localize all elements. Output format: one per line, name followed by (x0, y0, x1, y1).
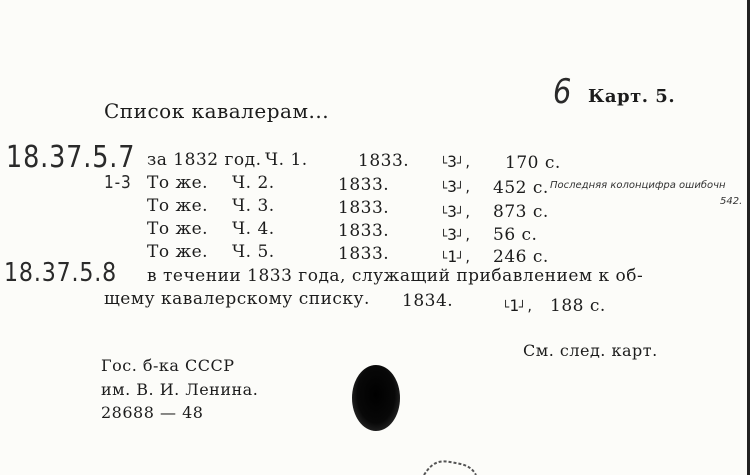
entry2-line2-text: щему кавалерскому списку. (104, 289, 370, 309)
entry2-volume: └1┘, (502, 296, 534, 315)
entry-prefix: за 1832 год. (147, 150, 262, 170)
entry-year: 1833. (338, 244, 390, 264)
entry-pages: 246 с. (493, 247, 549, 267)
shelfmark-first-sub: 1-3 (104, 172, 132, 193)
entry-year: 1833. (338, 221, 390, 241)
entry-pages: 56 с. (493, 225, 538, 245)
library-line1: Гос. б-ка СССР (101, 356, 235, 375)
entry-prefix: То же. (147, 173, 209, 193)
entry-year: 1833. (338, 198, 390, 218)
entry-volume-number: 3 (447, 152, 457, 171)
handwritten-note-line2: 542. (720, 196, 743, 207)
card-number-label: Карт. 5. (588, 86, 676, 107)
shelfmark-first: 18.37.5.7 (6, 140, 136, 175)
entry-part: Ч. 5. (232, 242, 275, 262)
entry-volume-number: 3 (447, 177, 457, 196)
entry2-volume-number: 1 (509, 296, 519, 315)
margin-handwritten-mark: 6 (553, 72, 573, 112)
entry2-pages: 188 с. (550, 296, 606, 316)
entry-part: Ч. 2. (232, 173, 275, 193)
entry-volume: └3┘, (440, 177, 472, 196)
library-line2: им. В. И. Ленина. (101, 380, 259, 399)
library-line3: 28688 — 48 (101, 403, 204, 422)
entry-volume: └3┘, (440, 225, 472, 244)
see-next-card: См. след. карт. (523, 341, 658, 360)
entry-prefix: То же. (147, 242, 209, 262)
entry-part: Ч. 1. (265, 150, 308, 170)
card-title: Список кавалерам... (104, 99, 330, 123)
entry2-line2-year: 1834. (402, 291, 454, 311)
entry-prefix: То же. (147, 196, 209, 216)
entry-pages: 452 с. (493, 178, 549, 198)
entry2-line1: в течении 1833 года, служащий прибавлением к об- (147, 266, 644, 286)
entry-year: 1833. (358, 151, 410, 171)
entry-prefix: То же. (147, 219, 209, 239)
punch-hole (352, 365, 400, 431)
entry-year: 1833. (338, 175, 390, 195)
entry-volume-number: 3 (447, 202, 457, 221)
entry-volume: └3┘, (440, 202, 472, 221)
card-holder-mark (420, 450, 480, 475)
entry-volume-number: 3 (447, 225, 457, 244)
entry-part: Ч. 4. (232, 219, 275, 239)
shelfmark-second: 18.37.5.8 (4, 258, 118, 288)
entry-pages: 170 с. (505, 153, 561, 173)
entry-pages: 873 с. (493, 202, 549, 222)
entry-part: Ч. 3. (232, 196, 275, 216)
entry-volume-number: 1 (447, 247, 457, 266)
entry-volume: └1┘, (440, 247, 472, 266)
handwritten-note-line1: Последняя колонцифра ошибочн (550, 180, 726, 191)
entry-volume: └3┘, (440, 152, 472, 171)
